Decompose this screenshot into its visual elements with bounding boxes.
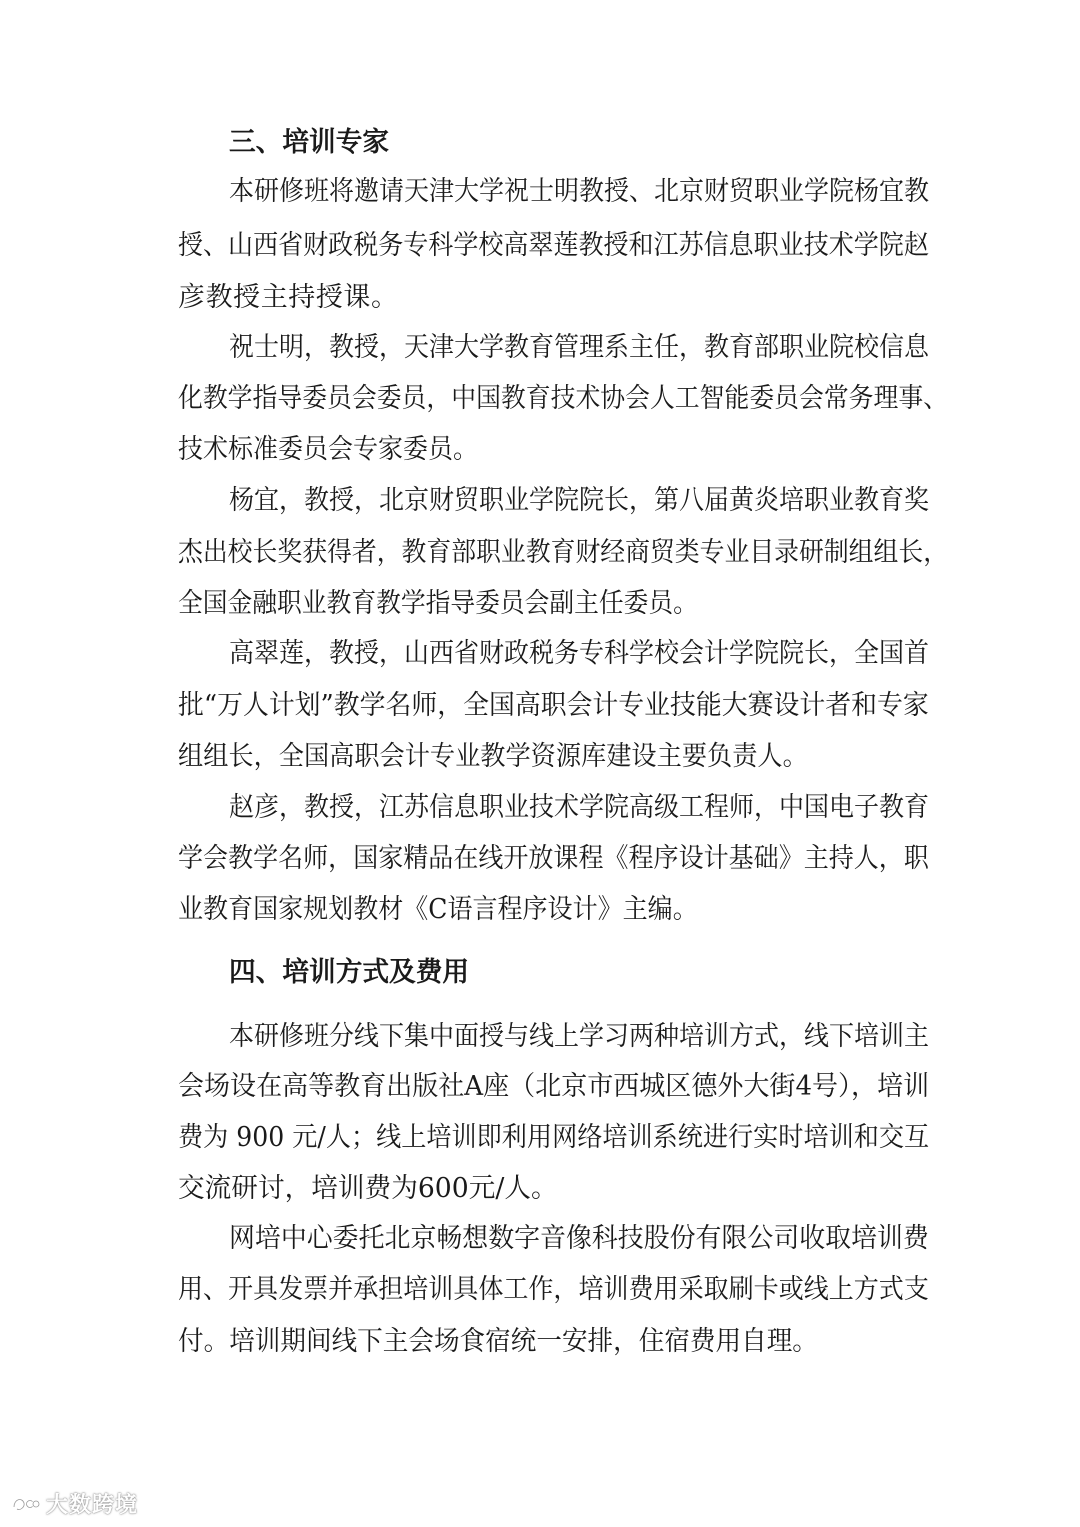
paragraph-line: 会场设在高等教育出版社A座（北京市西城区德外大街4号），培训 [178,1071,930,1102]
paragraph-line: 全国金融职业教育教学指导委员会副主任委员。 [178,588,698,619]
paragraph-line: 用、开具发票并承担培训具体工作，培训费用采取刷卡或线上方式支 [178,1274,929,1305]
watermark [10,1488,138,1519]
section-heading-experts: 三、培训专家 [229,127,390,158]
paragraph-line: 杨宜，教授，北京财贸职业学院院长，第八届黄炎培职业教育奖 [229,485,930,516]
paragraph-line: 网培中心委托北京畅想数字音像科技股份有限公司收取培训费 [229,1223,929,1254]
paragraph-line: 授、山西省财政税务专科学校高翠莲教授和江苏信息职业技术学院赵 [178,230,929,261]
paragraph-line: 本研修班分线下集中面授与线上学习两种培训方式，线下培训主 [229,1021,930,1052]
section-heading-method-fees: 四、培训方式及费用 [229,957,470,988]
watermark-text: 大数跨境 [46,1493,139,1518]
paragraph-line: 高翠莲，教授，山西省财政税务专科学校会计学院院长，全国首 [229,638,930,669]
paragraph-line: 技术标准委员会专家委员。 [178,434,479,465]
watermark-logo-icon [10,1493,40,1515]
paragraph-line: 费为 900 元/人；线上培训即利用网络培训系统进行实时培训和交互 [178,1122,930,1153]
paragraph-line: 业教育国家规划教材《C语言程序设计》主编。 [178,894,698,925]
paragraph-line: 学会教学名师，国家精品在线开放课程《程序设计基础》主持人，职 [178,843,929,874]
paragraph-line: 本研修班将邀请天津大学祝士明教授、北京财贸职业学院杨宜教 [229,176,930,207]
paragraph-line: 赵彦，教授，江苏信息职业技术学院高级工程师，中国电子教育 [229,792,930,823]
paragraph-line: 付。培训期间线下主会场食宿统一安排，住宿费用自理。 [178,1326,818,1357]
paragraph-line: 交流研讨，培训费为600元/人。 [178,1173,558,1204]
paragraph-line: 祝士明，教授，天津大学教育管理系主任，教育部职业院校信息 [229,332,930,363]
paragraph-line: 组组长，全国高职会计专业教学资源库建设主要负责人。 [178,741,808,772]
paragraph-line: 杰出校长奖获得者，教育部职业教育财经商贸类专业目录研制组组长， [178,537,949,568]
paragraph-line: 彦教授主持授课。 [178,282,399,313]
paragraph-line: 批“万人计划”教学名师，全国高职会计专业技能大赛设计者和专家 [178,690,929,721]
paragraph-line: 化教学指导委员会委员，中国教育技术协会人工智能委员会常务理事、 [178,383,949,414]
